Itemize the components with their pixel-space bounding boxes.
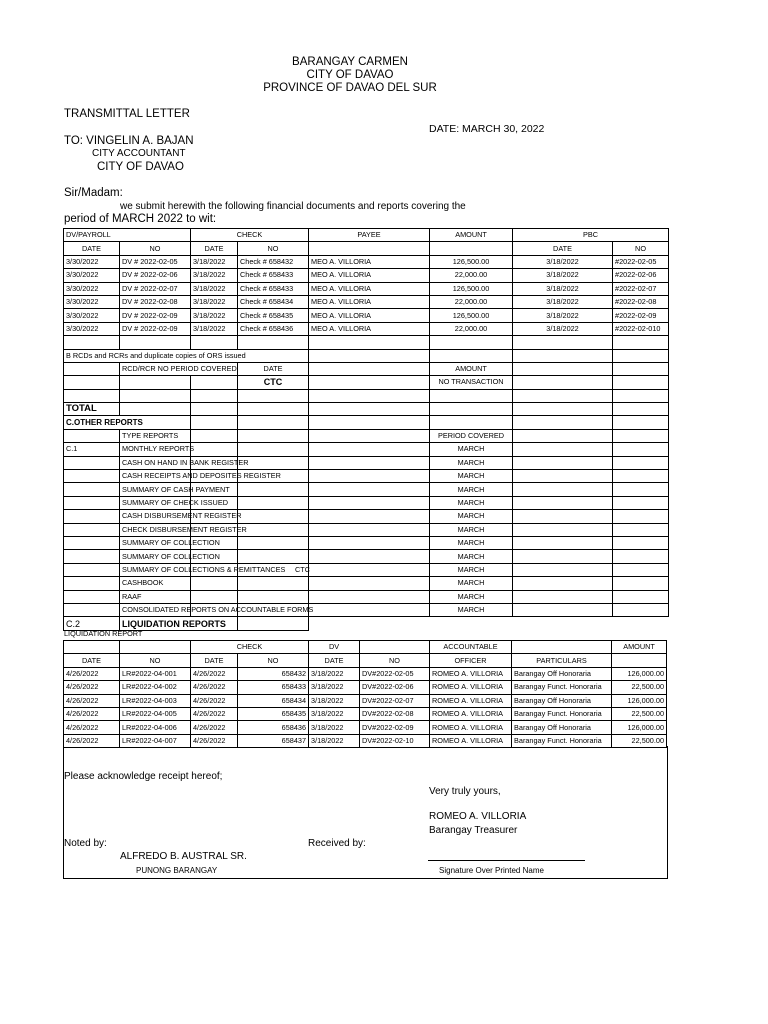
table-cell: MEO A. VILLORIA [309, 269, 430, 282]
table-row [64, 322, 669, 335]
report-row [64, 523, 669, 536]
table-cell: 22,000.00 [430, 322, 513, 335]
col-check-date: DATE [191, 242, 238, 255]
report-period: MARCH [430, 496, 513, 509]
report-name: CASH DISBURSEMENT REGISTER [122, 511, 242, 521]
table-cell: 3/18/2022 [513, 282, 613, 295]
report-row [64, 443, 669, 456]
liquidation-table [63, 640, 667, 748]
table-cell: Check # 658433 [238, 269, 309, 282]
liq-col-check-no: NO [238, 654, 309, 667]
table-cell: 3/18/2022 [191, 295, 238, 308]
liq-col-officer: OFFICER [430, 654, 512, 667]
table-cell: DV#2022-02-09 [360, 721, 430, 734]
report-name: SUMMARY OF COLLECTION [122, 538, 220, 548]
table-cell: ROMEO A. VILLORIA [430, 734, 512, 747]
table-cell: 126,500.00 [430, 282, 513, 295]
recipient-position: CITY ACCOUNTANT [92, 148, 186, 159]
table-cell: 3/18/2022 [309, 681, 360, 694]
table-cell: 3/30/2022 [64, 309, 120, 322]
table-cell: 658433 [238, 681, 309, 694]
table-cell: 4/26/2022 [64, 667, 120, 680]
c2-label: C.2 [64, 617, 120, 630]
letter-title: TRANSMITTAL LETTER [64, 108, 190, 120]
report-period: MARCH [430, 483, 513, 496]
table-cell: ROMEO A. VILLORIA [430, 721, 512, 734]
report-period: MARCH [430, 470, 513, 483]
treasurer-name: ROMEO A. VILLORIA [429, 811, 527, 822]
liquidation-caption: LIQUIDATION REPORT [64, 629, 143, 638]
table-cell: 4/26/2022 [191, 667, 238, 680]
table-cell: MEO A. VILLORIA [309, 255, 430, 268]
table-row [64, 269, 669, 282]
table-cell: DV#2022-02-10 [360, 734, 430, 747]
table-cell: 4/26/2022 [64, 694, 120, 707]
table-cell: 4/26/2022 [64, 707, 120, 720]
letter-date: DATE: MARCH 30, 2022 [429, 123, 545, 135]
province-name: PROVINCE OF DAVAO DEL SUR [263, 82, 437, 94]
table-cell: 126,000.00 [612, 694, 667, 707]
report-period: MARCH [430, 523, 513, 536]
table-cell: 4/26/2022 [64, 734, 120, 747]
disbursement-table [63, 228, 669, 631]
period-text: period of MARCH 2022 to wit: [64, 213, 217, 225]
table-cell: DV # 2022-02-09 [120, 322, 191, 335]
table-cell: LR#2022-04-002 [120, 681, 191, 694]
liquidation-reports-title: LIQUIDATION REPORTS [120, 617, 238, 630]
report-period: MARCH [430, 550, 513, 563]
col-dv-date: DATE [64, 242, 120, 255]
col-pbc-date: DATE [513, 242, 613, 255]
report-period: MARCH [430, 510, 513, 523]
table-cell: 3/18/2022 [191, 309, 238, 322]
table-cell: MEO A. VILLORIA [309, 309, 430, 322]
table-cell: DV#2022-02-06 [360, 681, 430, 694]
table-cell: #2022-02-09 [613, 309, 669, 322]
table-cell: Check # 658435 [238, 309, 309, 322]
liq-group-check: CHECK [191, 641, 309, 654]
table-cell: 3/18/2022 [309, 694, 360, 707]
received-by-label: Received by: [308, 838, 366, 849]
table-row [64, 255, 669, 268]
table-cell: 658436 [238, 721, 309, 734]
no-transaction: NO TRANSACTION [430, 376, 513, 389]
report-period: MARCH [430, 536, 513, 549]
col-check-no: NO [238, 242, 309, 255]
report-name: CHECK DISBURSEMENT REGISTER [122, 524, 247, 534]
table-cell: 22,000.00 [430, 295, 513, 308]
table-cell: DV#2022-02-07 [360, 694, 430, 707]
salutation: Sir/Madam: [64, 187, 123, 199]
table-cell: 4/26/2022 [64, 681, 120, 694]
total-label: TOTAL [64, 403, 120, 416]
signature-line [428, 860, 585, 861]
table-cell: LR#2022-04-006 [120, 721, 191, 734]
section-b-label: B RCDs and RCRs and duplicate copies of ORS issued [64, 349, 309, 362]
table-cell: 658434 [238, 694, 309, 707]
table-cell: 3/18/2022 [513, 269, 613, 282]
report-row [64, 456, 669, 469]
captain-name: ALFREDO B. AUSTRAL SR. [120, 851, 247, 862]
table-cell: Barangay Funct. Honoraria [512, 681, 612, 694]
table-cell: 4/26/2022 [191, 707, 238, 720]
table-cell: Barangay Off Honoraria [512, 667, 612, 680]
report-period: MARCH [430, 443, 513, 456]
liquidation-row [64, 681, 667, 694]
table-cell: 3/18/2022 [309, 707, 360, 720]
city-name: CITY OF DAVAO [306, 69, 394, 81]
table-cell: #2022-02-05 [613, 255, 669, 268]
table-cell: ROMEO A. VILLORIA [430, 681, 512, 694]
signature-caption: Signature Over Printed Name [439, 866, 544, 875]
table-cell: 3/18/2022 [309, 734, 360, 747]
report-period: MARCH [430, 590, 513, 603]
report-period: MARCH [430, 603, 513, 616]
report-period: MARCH [430, 456, 513, 469]
table-cell: 126,500.00 [430, 255, 513, 268]
table-cell: ROMEO A. VILLORIA [430, 694, 512, 707]
table-cell: MEO A. VILLORIA [309, 322, 430, 335]
col-group-payee: PAYEE [309, 229, 430, 242]
col-dv-no: NO [120, 242, 191, 255]
liquidation-row [64, 707, 667, 720]
col-pbc-no: NO [613, 242, 669, 255]
report-name: SUMMARY OF CASH PAYMENT [122, 484, 230, 494]
table-cell: 3/18/2022 [191, 255, 238, 268]
table-cell: LR#2022-04-005 [120, 707, 191, 720]
report-row [64, 590, 669, 603]
table-cell: Barangay Funct. Honoraria [512, 734, 612, 747]
table-cell: DV # 2022-02-09 [120, 309, 191, 322]
liq-col-dv-date: DATE [309, 654, 360, 667]
table-cell: #2022-02-08 [613, 295, 669, 308]
report-name: CASH ON HAND IN BANK REGISTER [122, 457, 249, 467]
table-row [64, 282, 669, 295]
intro-text: we submit herewith the following financial documents and reports covering the [120, 201, 466, 212]
table-cell: 4/26/2022 [191, 721, 238, 734]
table-cell: MEO A. VILLORIA [309, 295, 430, 308]
report-period: MARCH [430, 563, 513, 576]
table-cell: 3/30/2022 [64, 255, 120, 268]
table-cell: 22,000.00 [430, 269, 513, 282]
period-covered-header: PERIOD COVERED [430, 429, 513, 442]
type-reports-header: TYPE REPORTS [120, 429, 191, 442]
rcd-amount-header: AMOUNT [430, 362, 513, 375]
report-rows [64, 443, 669, 617]
liquidation-row [64, 721, 667, 734]
table-cell: 3/18/2022 [513, 295, 613, 308]
liq-col-check-date: DATE [191, 654, 238, 667]
table-cell: ROMEO A. VILLORIA [430, 707, 512, 720]
liq-col-date: DATE [64, 654, 120, 667]
table-cell: 3/30/2022 [64, 295, 120, 308]
report-name: RAAF [122, 591, 142, 601]
table-cell: DV # 2022-02-07 [120, 282, 191, 295]
table-cell: 126,000.00 [612, 721, 667, 734]
table-cell: DV # 2022-02-08 [120, 295, 191, 308]
table-cell: 22,500.00 [612, 707, 667, 720]
table-cell: 4/26/2022 [191, 694, 238, 707]
recipient-name: TO: VINGELIN A. BAJAN [64, 135, 194, 147]
table-cell: DV#2022-02-05 [360, 667, 430, 680]
report-row [64, 563, 669, 576]
report-name: CASH RECEIPTS AND DEPOSITES REGISTER [122, 471, 281, 481]
report-period: MARCH [430, 577, 513, 590]
report-row [64, 603, 669, 616]
table-cell: #2022-02-07 [613, 282, 669, 295]
table-cell: ROMEO A. VILLORIA [430, 667, 512, 680]
table-cell: 3/18/2022 [191, 269, 238, 282]
table-cell: DV # 2022-02-06 [120, 269, 191, 282]
report-name: SUMMARY OF CHECK ISSUED [122, 498, 228, 507]
dv-rows [64, 255, 669, 335]
table-cell: Barangay Funct. Honoraria [512, 707, 612, 720]
table-cell: 3/18/2022 [309, 721, 360, 734]
table-cell: 22,500.00 [612, 681, 667, 694]
liquidation-row [64, 667, 667, 680]
liq-col-dv-no: NO [360, 654, 430, 667]
table-cell: 3/18/2022 [191, 322, 238, 335]
table-cell: 3/18/2022 [191, 282, 238, 295]
closing-text: Very truly yours, [429, 786, 501, 797]
table-cell: LR#2022-04-001 [120, 667, 191, 680]
table-cell: 4/26/2022 [191, 681, 238, 694]
liquidation-row [64, 694, 667, 707]
liq-col-particulars: PARTICULARS [512, 654, 612, 667]
table-cell: 3/30/2022 [64, 322, 120, 335]
liq-group-dv: DV [309, 641, 360, 654]
report-name: MONTHLY REPORTS [122, 444, 195, 454]
table-cell: 22,500.00 [612, 734, 667, 747]
table-cell: 3/18/2022 [513, 322, 613, 335]
table-cell: #2022-02-06 [613, 269, 669, 282]
table-cell: 4/26/2022 [64, 721, 120, 734]
table-cell: 658432 [238, 667, 309, 680]
barangay-name: BARANGAY CARMEN [292, 56, 408, 68]
table-row [64, 309, 669, 322]
table-cell: Check # 658434 [238, 295, 309, 308]
table-cell: LR#2022-04-007 [120, 734, 191, 747]
captain-title: PUNONG BARANGAY [136, 866, 218, 875]
liq-group-accountable: ACCOUNTABLE [430, 641, 512, 654]
report-row [64, 536, 669, 549]
col-group-dv: DV/PAYROLL [64, 229, 191, 242]
table-cell: DV#2022-02-08 [360, 707, 430, 720]
table-cell: 3/18/2022 [309, 667, 360, 680]
report-extra: CTC [295, 564, 310, 574]
report-name: SUMMARY OF COLLECTIONS & REMITTANCES [122, 564, 286, 574]
table-cell: 3/30/2022 [64, 269, 120, 282]
table-cell: 3/18/2022 [513, 309, 613, 322]
table-cell: 4/26/2022 [191, 734, 238, 747]
table-cell: Barangay Off Honoraria [512, 721, 612, 734]
report-row [64, 496, 669, 509]
report-row [64, 550, 669, 563]
acknowledge-text: Please acknowledge receipt hereof; [64, 771, 223, 782]
table-cell: DV # 2022-02-05 [120, 255, 191, 268]
table-cell: Check # 658432 [238, 255, 309, 268]
recipient-city: CITY OF DAVAO [97, 161, 184, 173]
report-row [64, 510, 669, 523]
col-group-pbc: PBC [513, 229, 669, 242]
report-row [64, 470, 669, 483]
table-cell: 126,000.00 [612, 667, 667, 680]
report-name: CASHBOOK [122, 578, 164, 588]
liquidation-rows [64, 667, 667, 747]
table-cell: Barangay Off Honoraria [512, 694, 612, 707]
table-cell: Check # 658433 [238, 282, 309, 295]
table-cell: LR#2022-04-003 [120, 694, 191, 707]
table-cell: 126,500.00 [430, 309, 513, 322]
table-cell: #2022-02-010 [613, 322, 669, 335]
liq-group-amount: AMOUNT [612, 641, 667, 654]
rcd-label: RCD/RCR NO PERIOD COVERED [120, 362, 238, 375]
table-cell: 3/30/2022 [64, 282, 120, 295]
noted-by-label: Noted by: [64, 838, 107, 849]
table-cell: Check # 658436 [238, 322, 309, 335]
liq-col-no: NO [120, 654, 191, 667]
report-name: CONSOLIDATED REPORTS ON ACCOUNTABLE FORMS [122, 605, 314, 615]
c1-label: C.1 [64, 443, 120, 456]
table-cell: 3/18/2022 [513, 255, 613, 268]
report-name: SUMMARY OF COLLECTION [122, 551, 220, 561]
treasurer-title: Barangay Treasurer [429, 825, 518, 836]
rcd-date-header: DATE [238, 362, 309, 375]
section-c-label: C.OTHER REPORTS [64, 416, 191, 429]
table-cell: 658435 [238, 707, 309, 720]
table-row [64, 295, 669, 308]
col-group-check: CHECK [191, 229, 309, 242]
table-cell: 658437 [238, 734, 309, 747]
report-row [64, 577, 669, 590]
col-group-amount: AMOUNT [430, 229, 513, 242]
ctc-label: CTC [238, 376, 309, 389]
table-cell: MEO A. VILLORIA [309, 282, 430, 295]
report-row [64, 483, 669, 496]
